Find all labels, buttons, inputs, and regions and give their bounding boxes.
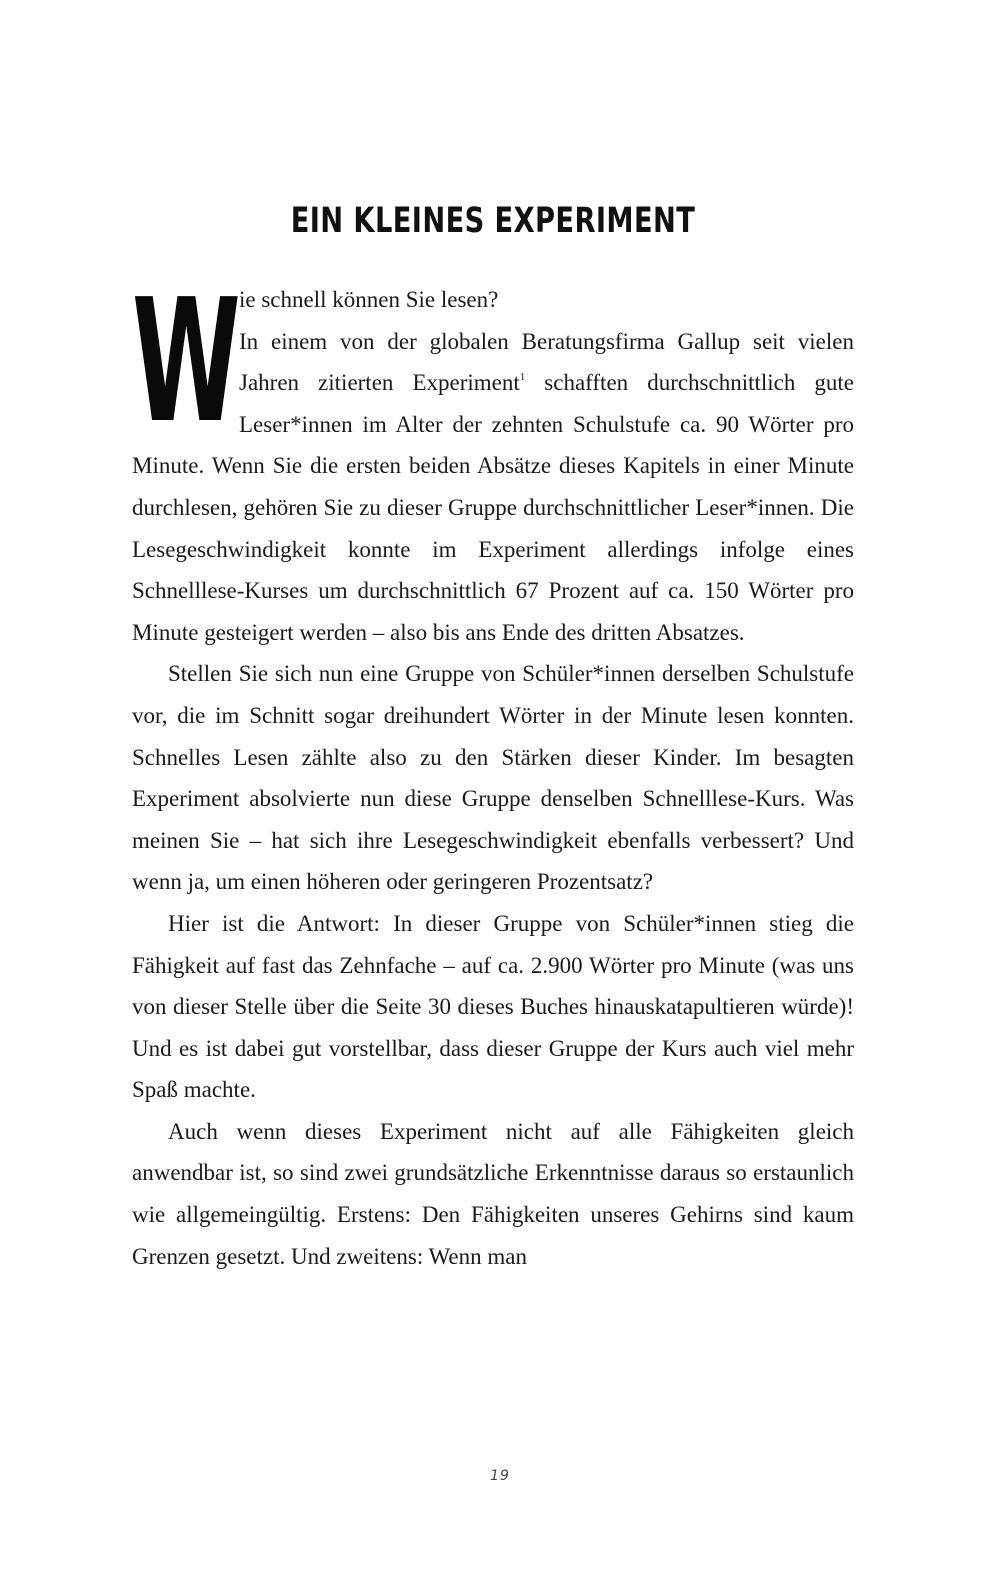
paragraph-1-text-b: schafften durchschnittlich gute Leser*innen im Alter der zehnten Schulstufe ca. 90 Wörter pro Minute. Wenn Sie die ersten beiden Absätze dieses Kapitels in einer Minute durchlesen, gehören Sie zu dieser Gruppe durchschnittlicher Leser*innen. Die Lesegeschwindigkeit konnte im Experiment allerdings infolge eines Schnelllese-Kurses um durchschnittlich 67 Prozent auf ca. 150 Wörter pro Minute gesteigert werden – also bis ans Ende des dritten Absatzes. [132,370,855,645]
paragraph-1-first-line: ie schnell können Sie lesen? [239,287,499,312]
paragraph-2: Stellen Sie sich nun eine Gruppe von Schüler*innen derselben Schulstufe vor, die im Schnitt sogar dreihundert Wörter in der Minute lesen konnten. Schnelles Lesen zählte also zu den Stärken dieser Kinder. Im besagten Experiment absolvierte nun diese Gruppe denselben Schnelllese-Kurs. Was meinen Sie – hat sich ihre Lesegeschwindigkeit ebenfalls verbessert? Und wenn ja, um einen höheren oder geringeren Prozentsatz? [132,661,854,895]
dropcap-letter [132,263,241,461]
footnote-marker: 1 [519,371,526,384]
paragraph-3: Hier ist die Antwort: In dieser Gruppe von Schüler*innen stieg die Fähigkeit auf fast das Zehnfache – auf ca. 2.900 Wörter pro Minute (was uns von dieser Stelle über die Seite 30 dieses Buches hinauskatapultieren würde)! Und es ist dabei gut vorstellbar, dass dieser Gruppe der Kurs auch viel mehr Spaß machte. [132,910,854,1103]
dropcap-glyph: W [132,263,241,461]
paragraph-4: Auch wenn dieses Experiment nicht auf alle Fähigkeiten gleich anwendbar ist, so sind zwei grundsätzliche Erkenntnisse daraus so erstaunlich wie allgemeingültig. Erstens: Den Fähigkeiten unseres Gehirns sind kaum Grenzen gesetzt. Und zweitens: Wenn man [132,1118,854,1269]
page-number: 19 [490,1468,510,1484]
paragraph-1-text-a: In einem von der globalen Beratungsfirma Gallup seit vielen Jahren zitierten Experiment [239,328,854,396]
chapter-title: EIN KLEINES EXPERIMENT [290,201,696,241]
body-text [132,263,855,1277]
